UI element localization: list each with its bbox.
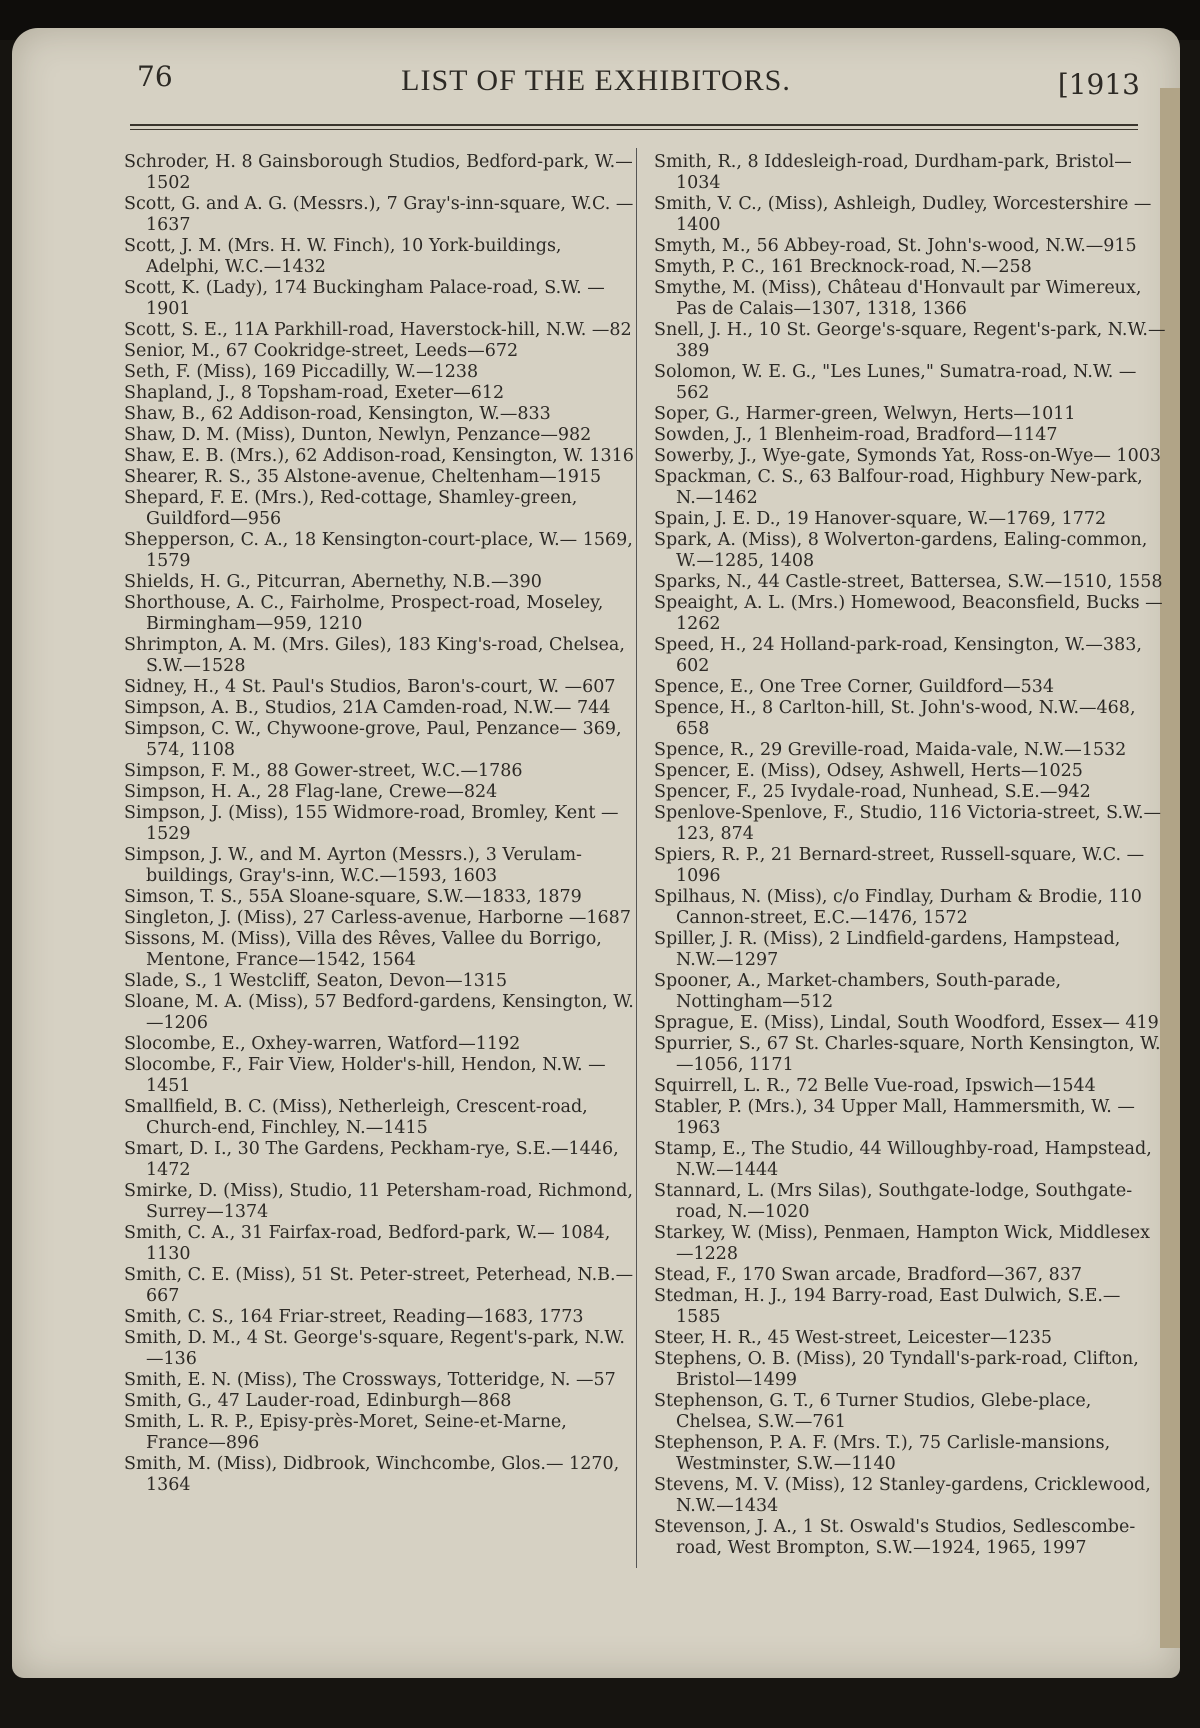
exhibitor-entry: Simpson, J. W., and M. Ayrton (Messrs.), 3 Verulam-buildings, Gray's-inn, W.C.—1593, 1603: [124, 845, 582, 886]
exhibitor-entry: Spence, R., 29 Greville-road, Maida-vale, N.W.—1532: [654, 740, 1127, 760]
book-page: [12, 28, 1180, 1678]
exhibitor-entry: Shapland, J., 8 Topsham-road, Exeter—612: [124, 383, 505, 403]
exhibitor-entry: Squirrell, L. R., 72 Belle Vue-road, Ipswich—1544: [654, 1076, 1096, 1096]
exhibitor-entry: Simson, T. S., 55A Sloane-square, S.W.—1833, 1879: [124, 887, 582, 907]
exhibitor-entry: Smith, E. N. (Miss), The Crossways, Totteridge, N. —57: [124, 1370, 616, 1390]
exhibitor-entry: Simpson, J. (Miss), 155 Widmore-road, Bromley, Kent —1529: [124, 803, 619, 844]
exhibitor-entry: Shaw, D. M. (Miss), Dunton, Newlyn, Penzance—982: [124, 425, 592, 445]
exhibitor-entry: Smith, G., 47 Lauder-road, Edinburgh—868: [124, 1391, 512, 1411]
header-rule-thin: [130, 129, 1138, 130]
exhibitor-entry: Starkey, W. (Miss), Penmaen, Hampton Wick, Middlesex—1228: [654, 1223, 1150, 1264]
exhibitor-entry: Sowerby, J., Wye-gate, Symonds Yat, Ross-on-Wye— 1003: [654, 446, 1161, 466]
page-number: 76: [137, 60, 173, 93]
exhibitor-entry: Speed, H., 24 Holland-park-road, Kensington, W.—383, 602: [654, 635, 1142, 676]
exhibitor-entry: Smallfield, B. C. (Miss), Netherleigh, Crescent-road, Church-end, Finchley, N.—1415: [124, 1097, 588, 1138]
exhibitor-entry: Stevens, M. V. (Miss), 12 Stanley-gardens, Cricklewood, N.W.—1434: [654, 1475, 1151, 1516]
exhibitor-entry: Smith, V. C., (Miss), Ashleigh, Dudley, Worcestershire —1400: [654, 194, 1152, 235]
column-divider: [636, 148, 637, 1568]
exhibitor-entry: Spackman, C. S., 63 Balfour-road, Highbury New-park, N.—1462: [654, 467, 1143, 508]
exhibitor-entry: Smith, D. M., 4 St. George's-square, Regent's-park, N.W.—136: [124, 1328, 625, 1369]
exhibitor-entry: Smith, C. E. (Miss), 51 St. Peter-street, Peterhead, N.B.—667: [124, 1265, 634, 1306]
exhibitor-entry: Shaw, B., 62 Addison-road, Kensington, W.—833: [124, 404, 551, 424]
exhibitor-entry: Simpson, A. B., Studios, 21A Camden-road, N.W.— 744: [124, 698, 611, 718]
exhibitor-entry: Sowden, J., 1 Blenheim-road, Bradford—1147: [654, 425, 1058, 445]
exhibitor-entry: Schroder, H. 8 Gainsborough Studios, Bedford-park, W.—1502: [124, 152, 633, 193]
exhibitor-entry: Shrimpton, A. M. (Mrs. Giles), 183 King's-road, Chelsea, S.W.—1528: [124, 635, 625, 676]
exhibitor-entry: Spencer, F., 25 Ivydale-road, Nunhead, S.E.—942: [654, 782, 1091, 802]
exhibitor-entry: Smith, R., 8 Iddesleigh-road, Durdham-park, Bristol— 1034: [654, 152, 1132, 193]
exhibitor-entry: Stannard, L. (Mrs Silas), Southgate-lodge, Southgate-road, N.—1020: [654, 1181, 1133, 1222]
exhibitor-entry: Seth, F. (Miss), 169 Piccadilly, W.—1238: [124, 362, 479, 382]
exhibitor-entry: Stamp, E., The Studio, 44 Willoughby-road, Hampstead, N.W.—1444: [654, 1139, 1152, 1180]
exhibitor-entry: Spooner, A., Market-chambers, South-parade, Nottingham—512: [654, 971, 1062, 1012]
exhibitor-entry: Shaw, E. B. (Mrs.), 62 Addison-road, Kensington, W. 1316: [124, 446, 634, 466]
exhibitor-entry: Stephenson, G. T., 6 Turner Studios, Glebe-place, Chelsea, S.W.—761: [654, 1391, 1092, 1432]
exhibitor-entry: Smyth, M., 56 Abbey-road, St. John's-wood, N.W.—915: [654, 236, 1137, 256]
exhibitor-entry: Stedman, H. J., 194 Barry-road, East Dulwich, S.E.— 1585: [654, 1286, 1121, 1327]
page-title: LIST OF THE EXHIBITORS.: [401, 64, 791, 97]
exhibitor-entry: Smith, L. R. P., Episy-près-Moret, Seine-et-Marne, France—896: [124, 1412, 567, 1453]
exhibitor-entry: Smith, M. (Miss), Didbrook, Winchcombe, Glos.— 1270, 1364: [124, 1454, 620, 1495]
exhibitor-entry: Steer, H. R., 45 West-street, Leicester—1235: [654, 1328, 1052, 1348]
exhibitor-entry: Spark, A. (Miss), 8 Wolverton-gardens, Ealing-common, W.—1285, 1408: [654, 530, 1148, 571]
exhibitor-entry: Shorthouse, A. C., Fairholme, Prospect-road, Moseley, Birmingham—959, 1210: [124, 593, 604, 634]
exhibitor-entry: Stead, F., 170 Swan arcade, Bradford—367, 837: [654, 1265, 1083, 1285]
exhibitor-entry: Singleton, J. (Miss), 27 Carless-avenue, Harborne —1687: [124, 908, 631, 928]
left-column: [124, 152, 634, 1496]
exhibitor-entry: Slocombe, F., Fair View, Holder's-hill, Hendon, N.W. —1451: [124, 1055, 606, 1096]
exhibitor-entry: Stephens, O. B. (Miss), 20 Tyndall's-park-road, Clifton, Bristol—1499: [654, 1349, 1139, 1390]
exhibitor-entry: Scott, G. and A. G. (Messrs.), 7 Gray's-inn-square, W.C. —1637: [124, 194, 634, 235]
exhibitor-entry: Spiller, J. R. (Miss), 2 Lindfield-gardens, Hampstead, N.W.—1297: [654, 929, 1121, 970]
exhibitor-entry: Smith, C. S., 164 Friar-street, Reading—1683, 1773: [124, 1307, 584, 1327]
exhibitor-entry: Soper, G., Harmer-green, Welwyn, Herts—1011: [654, 404, 1076, 424]
year-marker: [1913: [1057, 68, 1140, 101]
exhibitor-entry: Stephenson, P. A. F. (Mrs. T.), 75 Carlisle-mansions, Westminster, S.W.—1140: [654, 1433, 1111, 1474]
exhibitor-entry: Shields, H. G., Pitcurran, Abernethy, N.B.—390: [124, 572, 542, 592]
exhibitor-entry: Sprague, E. (Miss), Lindal, South Woodford, Essex— 419: [654, 1013, 1159, 1033]
exhibitor-entry: Scott, S. E., 11A Parkhill-road, Haverstock-hill, N.W. —82: [124, 320, 632, 340]
exhibitor-entry: Simpson, C. W., Chywoone-grove, Paul, Penzance— 369, 574, 1108: [124, 719, 622, 760]
header-rule: [130, 124, 1138, 126]
exhibitor-entry: Smyth, P. C., 161 Brecknock-road, N.—258: [654, 257, 1032, 277]
exhibitor-entry: Spence, H., 8 Carlton-hill, St. John's-wood, N.W.—468, 658: [654, 698, 1136, 739]
exhibitor-entry: Shepard, F. E. (Mrs.), Red-cottage, Shamley-green, Guildford—956: [124, 488, 578, 529]
exhibitor-entry: Smith, C. A., 31 Fairfax-road, Bedford-park, W.— 1084, 1130: [124, 1223, 611, 1264]
exhibitor-entry: Spiers, R. P., 21 Bernard-street, Russell-square, W.C. —1096: [654, 845, 1145, 886]
exhibitor-entry: Solomon, W. E. G., "Les Lunes," Sumatra-road, N.W. —562: [654, 362, 1137, 403]
exhibitor-entry: Snell, J. H., 10 St. George's-square, Regent's-park, N.W.—389: [654, 320, 1166, 361]
exhibitor-entry: Smart, D. I., 30 The Gardens, Peckham-rye, S.E.—1446, 1472: [124, 1139, 619, 1180]
exhibitor-entry: Smirke, D. (Miss), Studio, 11 Petersham-road, Richmond, Surrey—1374: [124, 1181, 633, 1222]
exhibitor-entry: Sidney, H., 4 St. Paul's Studios, Baron's-court, W. —607: [124, 677, 616, 697]
exhibitor-entry: Spenlove-Spenlove, F., Studio, 116 Victoria-street, S.W.—123, 874: [654, 803, 1162, 844]
exhibitor-entry: Sloane, M. A. (Miss), 57 Bedford-gardens, Kensington, W.—1206: [124, 992, 634, 1033]
exhibitor-entry: Scott, J. M. (Mrs. H. W. Finch), 10 York-buildings, Adelphi, W.C.—1432: [124, 236, 562, 277]
exhibitor-entry: Slocombe, E., Oxhey-warren, Watford—1192: [124, 1034, 521, 1054]
exhibitor-entry: Senior, M., 67 Cookridge-street, Leeds—672: [124, 341, 519, 361]
exhibitor-entry: Spurrier, S., 67 St. Charles-square, North Kensington, W.—1056, 1171: [654, 1034, 1161, 1075]
exhibitor-entry: Shepperson, C. A., 18 Kensington-court-place, W.— 1569, 1579: [124, 530, 633, 571]
right-column: [654, 152, 1166, 1559]
exhibitor-entry: Sparks, N., 44 Castle-street, Battersea, S.W.—1510, 1558: [654, 572, 1163, 592]
exhibitor-entry: Smythe, M. (Miss), Château d'Honvault par Wimereux, Pas de Calais—1307, 1318, 1366: [654, 278, 1142, 319]
exhibitor-entry: Sissons, M. (Miss), Villa des Rêves, Vallee du Borrigo, Mentone, France—1542, 1564: [124, 929, 602, 970]
exhibitor-entry: Stevenson, J. A., 1 St. Oswald's Studios, Sedlescombe-road, West Brompton, S.W.—1924, 1965, 1997: [654, 1517, 1136, 1558]
exhibitor-entry: Spain, J. E. D., 19 Hanover-square, W.—1769, 1772: [654, 509, 1107, 529]
exhibitor-entry: Spence, E., One Tree Corner, Guildford—534: [654, 677, 1055, 697]
exhibitor-entry: Slade, S., 1 Westcliff, Seaton, Devon—1315: [124, 971, 508, 991]
exhibitor-entry: Scott, K. (Lady), 174 Buckingham Palace-road, S.W. —1901: [124, 278, 605, 319]
exhibitor-entry: Spencer, E. (Miss), Odsey, Ashwell, Herts—1025: [654, 761, 1083, 781]
exhibitor-entry: Speaight, A. L. (Mrs.) Homewood, Beaconsfield, Bucks —1262: [654, 593, 1163, 634]
exhibitor-entry: Shearer, R. S., 35 Alstone-avenue, Cheltenham—1915: [124, 467, 602, 487]
exhibitor-entry: Stabler, P. (Mrs.), 34 Upper Mall, Hammersmith, W. —1963: [654, 1097, 1135, 1138]
exhibitor-entry: Simpson, H. A., 28 Flag-lane, Crewe—824: [124, 782, 498, 802]
exhibitor-entry: Simpson, F. M., 88 Gower-street, W.C.—1786: [124, 761, 523, 781]
exhibitor-entry: Spilhaus, N. (Miss), c/o Findlay, Durham & Brodie, 110 Cannon-street, E.C.—1476, 1572: [654, 887, 1142, 928]
